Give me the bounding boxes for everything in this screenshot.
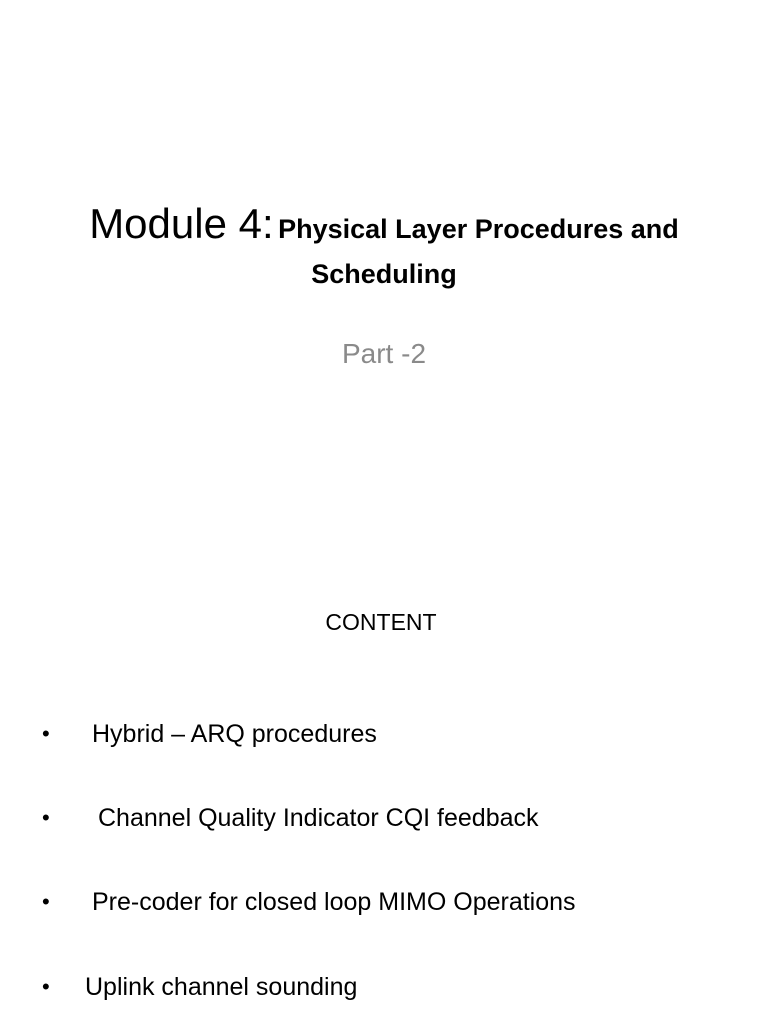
bullet-icon: • bbox=[42, 974, 50, 999]
content-heading: CONTENT bbox=[325, 609, 437, 635]
list-item bbox=[0, 798, 768, 838]
slide-subtitle: Part -2 bbox=[341, 338, 427, 369]
bullet-icon: • bbox=[42, 805, 50, 830]
title-prefix: Module 4: bbox=[89, 200, 274, 247]
list-item bbox=[0, 882, 768, 922]
list-item-text: Hybrid – ARQ procedures bbox=[92, 720, 377, 748]
list-item-text: Channel Quality Indicator CQI feedback bbox=[98, 804, 539, 832]
list-item bbox=[0, 714, 768, 754]
bullet-icon: • bbox=[42, 721, 50, 746]
list-item-text: Uplink channel sounding bbox=[85, 973, 358, 1001]
list-item bbox=[0, 967, 768, 1007]
title-main: Physical Layer Procedures and bbox=[278, 214, 679, 244]
bullet-icon: • bbox=[42, 889, 50, 914]
title-line-1 bbox=[0, 196, 768, 262]
slide-title bbox=[0, 196, 768, 292]
title-line-2: Scheduling bbox=[311, 259, 457, 289]
list-item-text: Pre-coder for closed loop MIMO Operations bbox=[92, 888, 576, 916]
